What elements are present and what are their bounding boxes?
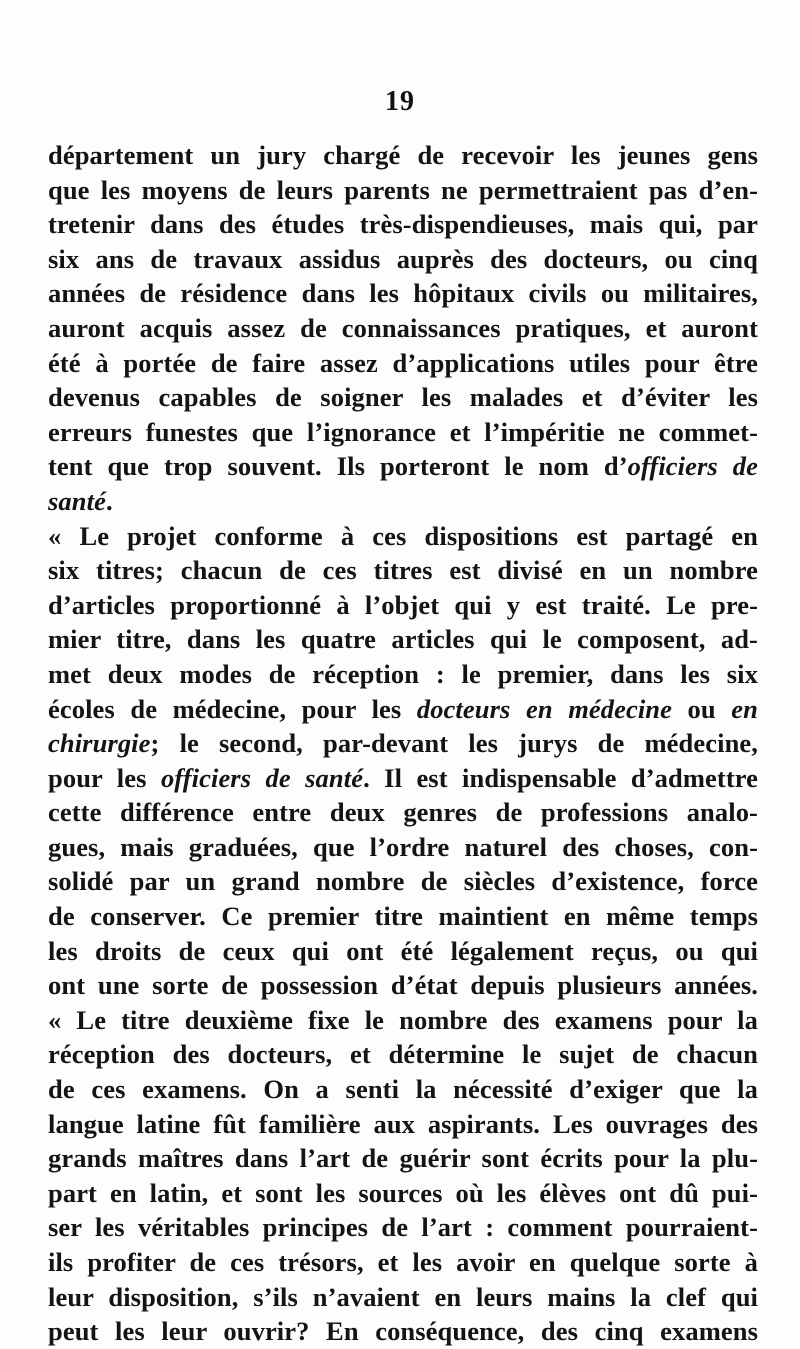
text-line xyxy=(48,1176,758,1211)
text-line xyxy=(48,346,758,381)
text-segment: cette différence entre deux genres de professions analo- xyxy=(48,797,758,828)
text-segment: peut les leur ouvrir? En conséquence, des cinq examens xyxy=(48,1316,758,1347)
italic-text: en xyxy=(731,693,758,724)
text-segment: solidé par un grand nombre de siècles d’existence, force xyxy=(48,866,758,897)
text-line xyxy=(48,726,758,761)
text-segment: met deux modes de réception : le premier, dans les six xyxy=(48,658,758,689)
text-line xyxy=(48,1072,758,1107)
text-line xyxy=(48,761,758,796)
text-line xyxy=(48,1245,758,1280)
italic-text: officiers de xyxy=(627,451,758,482)
text-line xyxy=(48,657,758,692)
text-segment: . xyxy=(105,485,113,516)
text-segment: ils profiter de ces trésors, et les avoir en quelque sorte à xyxy=(48,1247,758,1277)
text-segment: auront acquis assez de connaissances pratiques, et auront xyxy=(48,312,758,343)
text-segment: les droits de ceux qui ont été légalement reçus, ou qui xyxy=(48,935,758,966)
text-line xyxy=(48,1003,758,1038)
text-line xyxy=(48,968,758,1003)
text-line xyxy=(48,830,758,865)
text-line xyxy=(48,934,758,969)
text-segment: tent que trop souvent. Ils porteront le nom d’ xyxy=(48,451,628,482)
text-line xyxy=(48,1210,758,1245)
text-segment: mier titre, dans les quatre articles qui le composent, ad- xyxy=(48,624,758,655)
text-segment: devenus capables de soigner les malades et d’éviter les xyxy=(48,382,758,413)
text-line xyxy=(48,1314,758,1349)
text-line xyxy=(48,415,758,450)
text-segment: ser les véritables principes de l’art : comment pourraient- xyxy=(48,1212,758,1243)
text-segment: grands maîtres dans l’art de guérir sont écrits pour la plu- xyxy=(48,1143,758,1174)
text-segment: six ans de travaux assidus auprès des docteurs, ou cinq xyxy=(48,243,758,274)
text-segment: six titres; chacun de ces titres est divisé en un nombre xyxy=(48,555,758,586)
text-line xyxy=(48,864,758,899)
text-line xyxy=(48,1037,758,1072)
text-line xyxy=(48,622,758,657)
text-segment: part en latin, et sont les sources où les élèves ont dû pui- xyxy=(48,1177,758,1208)
text-line xyxy=(48,1107,758,1142)
text-segment: de ces examens. On a senti la nécessité d’exiger que la xyxy=(48,1074,758,1105)
text-line xyxy=(48,276,758,311)
text-line xyxy=(48,311,758,346)
text-line xyxy=(48,553,758,588)
text-line xyxy=(48,795,758,830)
text-segment: ; le second, par-devant les jurys de médecine, xyxy=(150,728,758,759)
text-line xyxy=(48,173,758,208)
text-line xyxy=(48,899,758,934)
text-segment: ont une sorte de possession d’état depuis plusieurs années. xyxy=(48,970,758,1001)
text-line xyxy=(48,138,758,173)
text-line xyxy=(48,1141,758,1176)
text-line xyxy=(48,1280,758,1315)
italic-text: officiers de santé xyxy=(160,762,364,793)
italic-text: docteurs en médecine xyxy=(416,693,673,724)
text-segment: leur disposition, s’ils n’avaient en leurs mains la clef qui xyxy=(48,1281,758,1312)
text-segment: écoles de médecine, pour les xyxy=(48,693,417,724)
text-segment: été à portée de faire assez d’applications utiles pour être xyxy=(48,347,758,378)
text-line xyxy=(48,380,758,415)
text-segment: département un jury chargé de recevoir les jeunes gens xyxy=(48,140,758,170)
text-line xyxy=(48,242,758,277)
text-segment: tretenir dans des études très-dispendieuses, mais qui, par xyxy=(48,209,758,240)
body-text xyxy=(48,138,758,1349)
text-segment: erreurs funestes que l’ignorance et l’impéritie ne commet- xyxy=(48,416,758,447)
text-line xyxy=(48,207,758,242)
text-line xyxy=(48,519,758,554)
text-segment: gues, mais graduées, que l’ordre naturel des choses, con- xyxy=(48,831,758,862)
text-segment: « Le projet conforme à ces dispositions est partagé en xyxy=(48,520,758,551)
text-segment: que les moyens de leurs parents ne permettraient pas d’en- xyxy=(48,174,758,205)
text-segment: pour les xyxy=(48,762,161,793)
text-segment: d’articles proportionné à l’objet qui y est traité. Le pre- xyxy=(48,589,758,620)
text-segment: réception des docteurs, et détermine le sujet de chacun xyxy=(48,1039,758,1070)
text-segment: de conserver. Ce premier titre maintient en même temps xyxy=(48,901,758,932)
page-number: 19 xyxy=(385,86,415,117)
italic-text: chirurgie xyxy=(48,728,151,759)
text-line xyxy=(48,484,758,519)
text-segment: années de résidence dans les hôpitaux civils ou militaires, xyxy=(48,278,758,309)
italic-text: santé xyxy=(48,485,106,516)
text-segment: langue latine fût familière aux aspirants. Les ouvrages des xyxy=(48,1108,758,1139)
text-segment: ou xyxy=(672,693,732,724)
text-line xyxy=(48,588,758,623)
text-line xyxy=(48,692,758,727)
text-segment: . Il est indispensable d’admettre xyxy=(363,762,758,793)
text-line xyxy=(48,449,758,484)
text-segment: « Le titre deuxième fixe le nombre des examens pour la xyxy=(48,1004,758,1035)
